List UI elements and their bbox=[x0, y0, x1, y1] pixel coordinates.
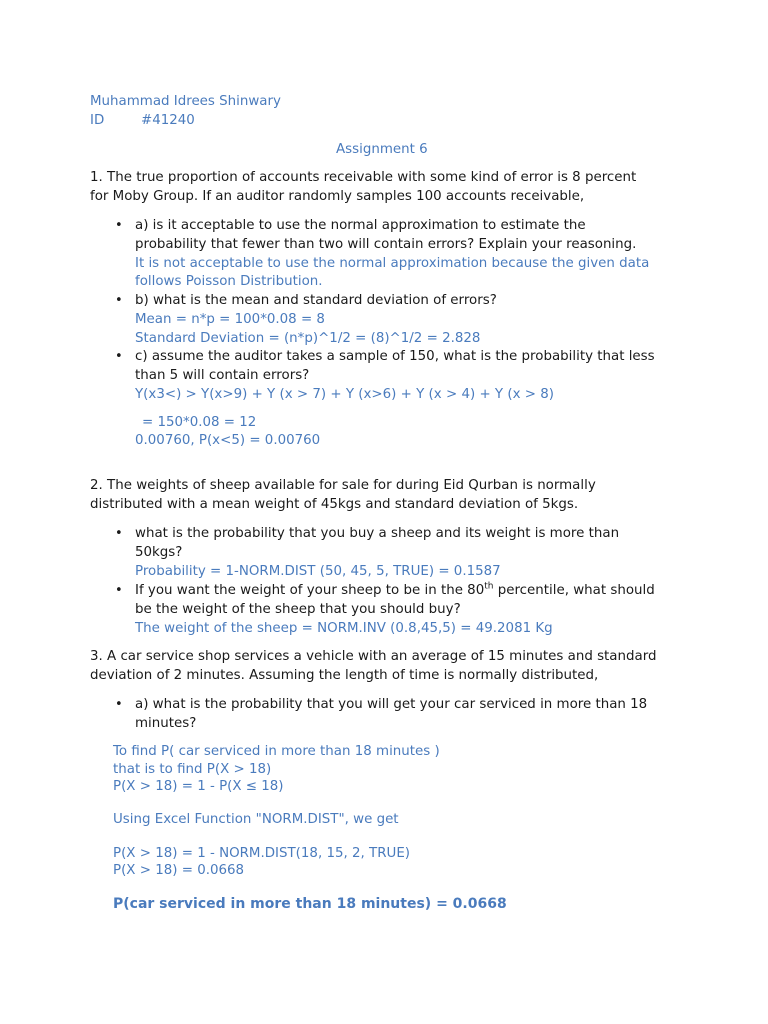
bullet-icon: • bbox=[115, 218, 123, 233]
q3-a-line1: a) what is the probability that you will get your car serviced in more than 18 bbox=[135, 697, 648, 712]
q2-a-answer: Probability = 1-NORM.DIST (50, 45, 5, TRUE) = 0.1587 bbox=[135, 564, 501, 579]
q2-intro-line2: distributed with a mean weight of 45kgs and standard deviation of 5kgs. bbox=[90, 497, 579, 512]
q1-c-line2: than 5 will contain errors? bbox=[135, 368, 310, 383]
bullet-icon: • bbox=[115, 293, 123, 308]
q1-a-line1: a) is it acceptable to use the normal approximation to estimate the bbox=[135, 218, 586, 233]
q1-b-answer-line1: Mean = n*p = 100*0.08 = 8 bbox=[135, 312, 325, 327]
q2-b-line1 bbox=[135, 582, 655, 600]
q3-answer-line5: P(X > 18) = 1 - NORM.DIST(18, 15, 2, TRUE) bbox=[113, 846, 411, 861]
q3-answer-line3: P(X > 18) = 1 - P(X ≤ 18) bbox=[113, 779, 284, 794]
q3-answer-line2: that is to find P(X > 18) bbox=[113, 762, 272, 777]
q1-intro-line2: for Moby Group. If an auditor randomly samples 100 accounts receivable, bbox=[90, 189, 585, 204]
q3-answer-line1: To find P( car serviced in more than 18 minutes ) bbox=[113, 744, 440, 759]
student-id-label: ID bbox=[90, 113, 105, 128]
bullet-icon: • bbox=[115, 526, 123, 541]
q3-intro-line2: deviation of 2 minutes. Assuming the length of time is normally distributed, bbox=[90, 668, 599, 683]
q1-intro-line1: 1. The true proportion of accounts receivable with some kind of error is 8 percent bbox=[90, 170, 637, 185]
student-name: Muhammad Idrees Shinwary bbox=[90, 94, 281, 109]
q3-answer-line6: P(X > 18) = 0.0668 bbox=[113, 863, 245, 878]
student-id-value: #41240 bbox=[141, 113, 195, 128]
q2-b-line1-sup: th bbox=[484, 581, 494, 592]
bullet-icon: • bbox=[115, 349, 123, 364]
q1-c-line1: c) assume the auditor takes a sample of 150, what is the probability that less bbox=[135, 349, 655, 364]
bullet-icon: • bbox=[115, 697, 123, 712]
q1-b-answer-line2: Standard Deviation = (n*p)^1/2 = (8)^1/2 = 2.828 bbox=[135, 331, 481, 346]
q3-final-answer: P(car serviced in more than 18 minutes) = 0.0668 bbox=[113, 896, 507, 912]
assignment-title: Assignment 6 bbox=[336, 142, 428, 157]
q1-c-answer-line2: = 150*0.08 = 12 bbox=[142, 415, 257, 430]
q1-a-line2: probability that fewer than two will contain errors? Explain your reasoning. bbox=[135, 237, 637, 252]
q3-a-line2: minutes? bbox=[135, 716, 197, 731]
q1-c-answer-line1: Y(x3<) > Y(x>9) + Y (x > 7) + Y (x>6) + Y (x > 4) + Y (x > 8) bbox=[135, 387, 554, 402]
q1-c-answer-line3: 0.00760, P(x<5) = 0.00760 bbox=[135, 433, 321, 448]
q2-b-line1-post: percentile, what should bbox=[493, 583, 655, 598]
q2-b-line2: be the weight of the sheep that you should buy? bbox=[135, 602, 461, 617]
q3-intro-line1: 3. A car service shop services a vehicle with an average of 15 minutes and standard bbox=[90, 649, 657, 664]
q2-a-line1: what is the probability that you buy a sheep and its weight is more than bbox=[135, 526, 620, 541]
q2-b-line1-pre: If you want the weight of your sheep to be in the 80 bbox=[135, 583, 485, 598]
q1-b-question: b) what is the mean and standard deviation of errors? bbox=[135, 293, 497, 308]
q1-a-answer-line1: It is not acceptable to use the normal approximation because the given data bbox=[135, 256, 650, 271]
q2-intro-line1: 2. The weights of sheep available for sale for during Eid Qurban is normally bbox=[90, 478, 596, 493]
bullet-icon: • bbox=[115, 583, 123, 598]
q2-b-answer: The weight of the sheep = NORM.INV (0.8,45,5) = 49.2081 Kg bbox=[135, 621, 553, 636]
q1-a-answer-line2: follows Poisson Distribution. bbox=[135, 274, 323, 289]
q2-a-line2: 50kgs? bbox=[135, 545, 183, 560]
q3-answer-line4: Using Excel Function "NORM.DIST", we get bbox=[113, 812, 399, 827]
